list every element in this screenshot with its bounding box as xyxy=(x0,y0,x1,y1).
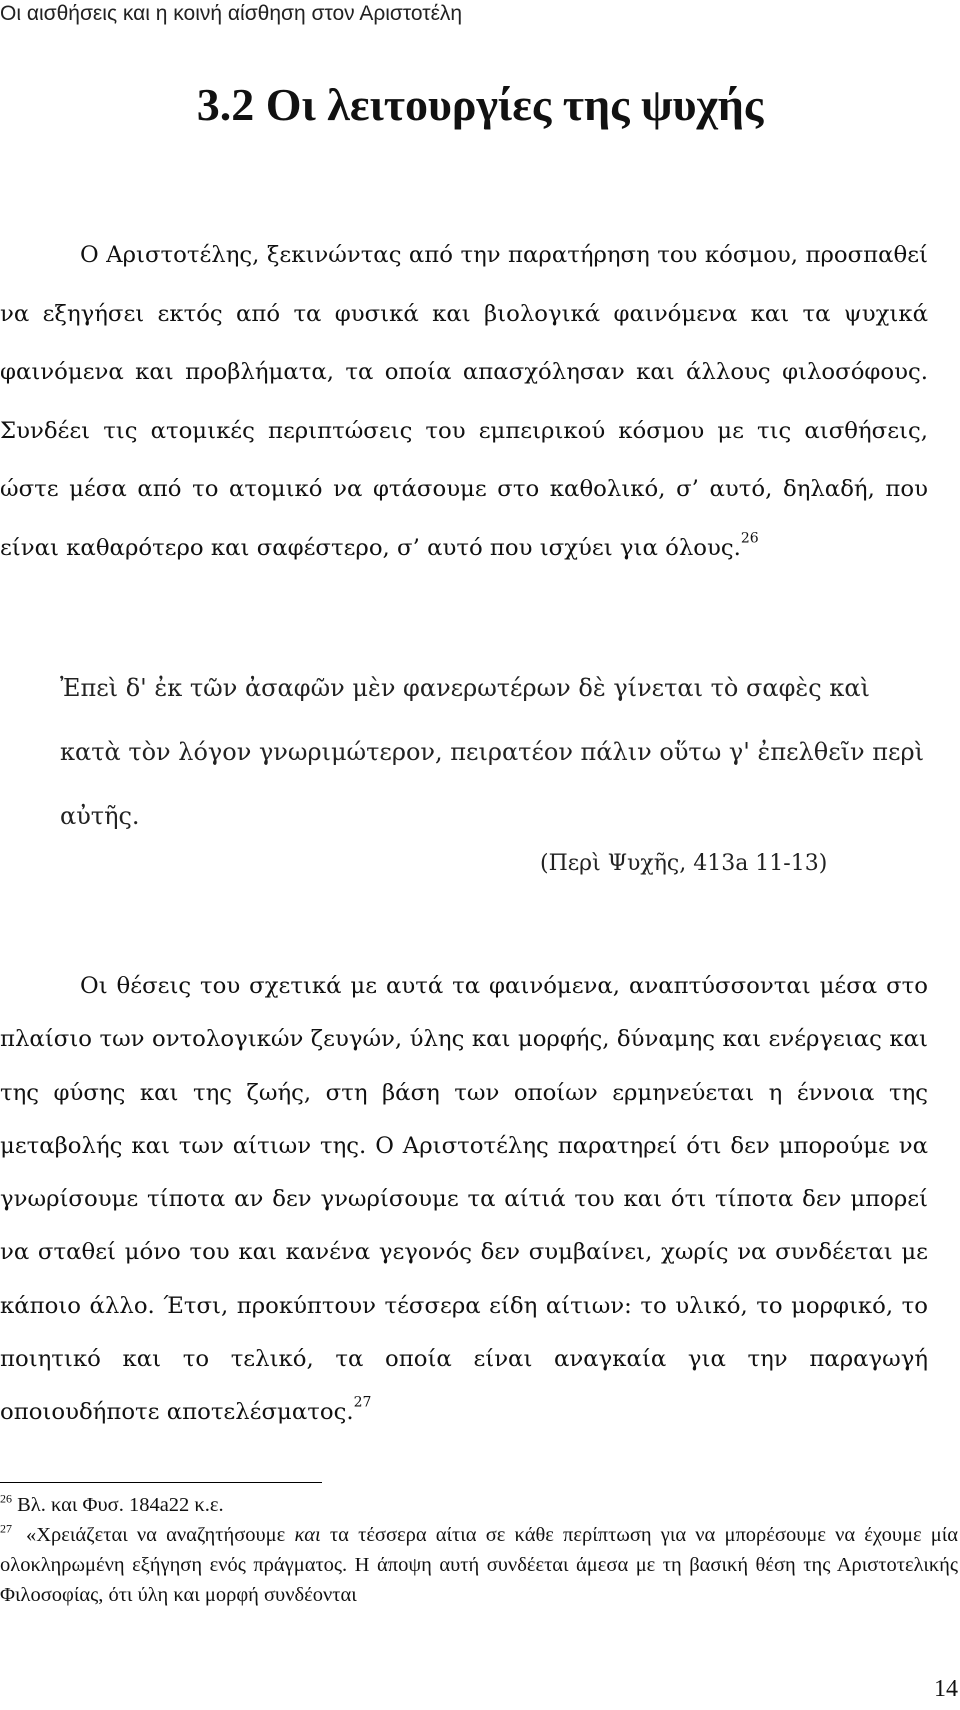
footnote-26 xyxy=(0,1490,958,1520)
section-title: 3.2 Οι λειτουργίες της ψυχής xyxy=(196,79,764,130)
paragraph-2-text: Οι θέσεις του σχετικά με αυτά τα φαινόμενα, αναπτύσσονται μέσα στο πλαίσιο των οντολογικών ζευγών, ύλης και μορφής, δύναμης και ενέργειας και της φύσης και της ζωής, στη βάση των οποίων ερμηνεύεται η έννοια της μεταβολής και των αίτιων της. Ο Αριστοτέλης παρατηρεί ότι δεν μπορούμε να γνωρίσουμε τίποτα αν δεν γνωρίσουμε τα αίτιά του και ότι τίποτα δεν μπορεί να σταθεί μόνο του και κανένα γεγονός δεν συμβαίνει, χωρίς να συνδέεται με κάποιο άλλο. Έτσι, προκύπτουν τέσσερα είδη αίτιων: το υλικό, το μορφικό, το ποιητικό και το τελικό, τα οποία είναι αναγκαία για την παραγωγή οποιουδήποτε αποτελέσματος. xyxy=(0,973,928,1426)
running-header: Οι αισθήσεις και η κοινή αίσθηση στον Αριστοτέλη xyxy=(0,2,463,25)
footnote-text-part: «Χρειάζεται να αναζητήσουμε xyxy=(26,1524,295,1546)
page-number: 14 xyxy=(934,1676,958,1702)
footnote-number: 26 xyxy=(0,1491,12,1506)
greek-quote: Ἐπεὶ δ' ἐκ τῶν ἀσαφῶν μὲν φανερωτέρων δὲ γίνεται τὸ σαφὲς καὶ κατὰ τὸν λόγον γνωριμώτερον, πειρατέον πάλιν οὕτω γ' ἐπελθεῖν περὶ αὐτῆς. xyxy=(60,674,924,830)
footnote-number: 27 xyxy=(0,1521,12,1536)
paragraph-1-text: Ο Αριστοτέλης, ξεκινώντας από την παρατήρηση του κόσμου, προσπαθεί να εξηγήσει εκτός από τα φυσικά και βιολογικά φαινόμενα και τα ψυχικά φαινόμενα και προβλήματα, τα οποία απασχόλησαν και άλλους φιλοσόφους. Συνδέει τις ατομικές περιπτώσεις του εμπειρικού κόσμου με τις αισθήσεις, ώστε μέσα από το ατομικό να φτάσουμε στο καθολικό, σ’ αυτό, δηλαδή, που είναι καθαρότερο και σαφέστερο, σ’ αυτό που ισχύει για όλους. xyxy=(0,242,928,561)
footnote-text: Βλ. και Φυσ. 184a22 κ.ε. xyxy=(17,1494,224,1516)
paragraph-2 xyxy=(0,960,928,1440)
quote-citation: (Περὶ Ψυχῆς, 413a 11-13) xyxy=(540,851,828,876)
footnote-separator xyxy=(0,1482,322,1483)
footnotes xyxy=(0,1490,958,1610)
footnote-italic: και xyxy=(294,1524,321,1546)
footnote-ref-27: 27 xyxy=(353,1394,372,1411)
paragraph-1 xyxy=(0,226,928,577)
footnote-text-part: τα τέσσερα αίτια σε κάθε περίπτωση για να μπορέσουμε να έχουμε μία ολοκληρωμένη εξήγηση ενός πράγματος. Η άποψη αυτή συνδέεται άμεσα με τη βασική θέση της Αριστοτελικής Φιλοσοφίας, ότι ύλη και μορφή συνδέονται xyxy=(0,1524,958,1606)
footnote-27 xyxy=(0,1520,958,1610)
footnote-ref-26: 26 xyxy=(740,529,759,546)
